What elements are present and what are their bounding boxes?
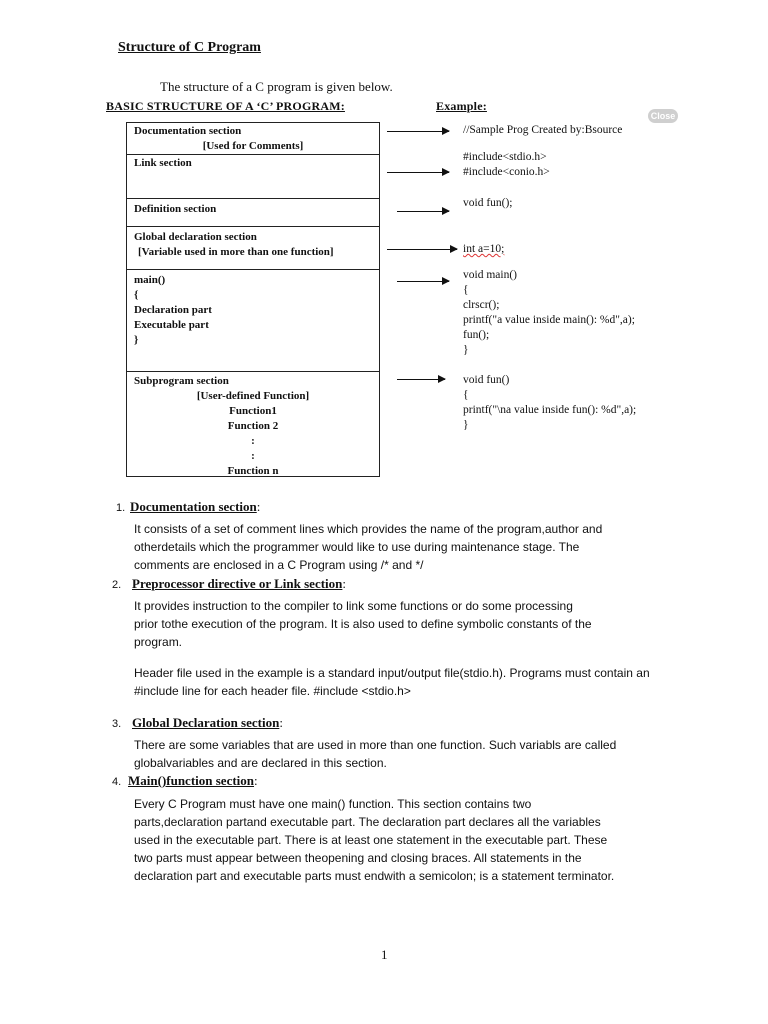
section-heading	[112, 715, 283, 731]
box-main	[126, 269, 380, 372]
paragraph-line: It consists of a set of comment lines which provides the name of the program,author and	[134, 522, 603, 536]
code-line: void fun();	[463, 197, 513, 209]
box-line: Global declaration section	[134, 231, 257, 243]
box-line: }	[134, 334, 139, 346]
paragraph-line: #include line for each header file. #include <stdio.h>	[134, 684, 411, 698]
box-line: [Variable used in more than one function]	[138, 246, 334, 258]
page-number: 1	[381, 947, 388, 962]
section-paragraph	[134, 597, 694, 651]
section-heading	[112, 576, 346, 592]
box-line: Function1	[229, 405, 277, 417]
box-line: [Used for Comments]	[202, 140, 304, 152]
box-subprogram	[126, 371, 380, 477]
box-line: Declaration part	[134, 304, 212, 316]
code-line: printf("a value inside main(): %d",a);	[463, 314, 635, 326]
section-title: Documentation section	[130, 499, 257, 514]
code-block	[463, 242, 504, 257]
section-heading	[116, 499, 260, 515]
box-definition	[126, 198, 380, 227]
box-line: [User-defined Function]	[196, 390, 310, 402]
section-suffix: :	[279, 715, 283, 730]
box-line: Function n	[227, 465, 279, 477]
box-line: Executable part	[134, 319, 209, 331]
section-number: 3.	[112, 718, 122, 730]
code-line: //Sample Prog Created by:Bsource	[463, 124, 623, 136]
paragraph-line: Every C Program must have one main() function. This section contains two	[134, 797, 532, 811]
box-line: Link section	[134, 157, 192, 169]
section-title: Global Declaration section	[132, 715, 280, 730]
intro-text: The structure of a C program is given below.	[160, 79, 393, 94]
box-line: Function 2	[227, 420, 279, 432]
paragraph-line: prior tothe execution of the program. It is also used to define symbolic constants of the	[134, 617, 592, 631]
box-line: Documentation section	[134, 125, 242, 137]
paragraph-line: Header file used in the example is a standard input/output file(stdio.h). Programs must contain an	[134, 666, 650, 680]
code-line: void main()	[463, 269, 517, 281]
code-line: int a=10;	[463, 243, 505, 255]
box-line: Definition section	[134, 203, 217, 215]
code-block	[463, 150, 550, 180]
box-line: {	[134, 289, 139, 301]
code-block	[463, 123, 622, 138]
code-line: printf("\na value inside fun(): %d",a);	[463, 404, 637, 416]
diagram-heading: BASIC STRUCTURE OF A ‘C’ PROGRAM:	[106, 99, 345, 113]
paragraph-line: It provides instruction to the compiler to link some functions or do some processing	[134, 599, 573, 613]
paragraph-line: There are some variables that are used in more than one function. Such variabls are called	[134, 738, 617, 752]
paragraph-line: parts,declaration partand executable part. The declaration part declares all the variables	[134, 815, 601, 829]
arrow-icon	[397, 379, 445, 380]
close-button[interactable]: Close	[648, 109, 678, 123]
section-paragraph	[134, 520, 694, 574]
section-paragraph	[134, 664, 694, 700]
paragraph-line: globalvariables and are declared in this section.	[134, 756, 387, 770]
code-block	[463, 373, 636, 433]
code-block	[463, 196, 513, 211]
code-line: fun();	[463, 329, 490, 341]
box-line: main()	[134, 274, 166, 286]
section-paragraph	[134, 736, 694, 772]
section-suffix: :	[256, 499, 261, 514]
code-line: {	[463, 284, 469, 296]
box-documentation	[126, 122, 380, 155]
example-heading: Example:	[436, 99, 487, 113]
paragraph-line: otherdetails which the programmer would like to use during maintenance stage. The	[134, 540, 580, 554]
section-title: Main()function section	[128, 773, 255, 788]
code-line: #include<conio.h>	[463, 166, 550, 178]
code-block	[463, 268, 635, 358]
box-line: :	[251, 450, 255, 462]
section-number: 2.	[112, 579, 122, 591]
code-line: void fun()	[463, 374, 510, 386]
paragraph-line: used in the executable part. There is at least one statement in the executable part. These	[134, 833, 608, 847]
paragraph-line: declaration part and executable parts must endwith a semicolon; is a statement terminator.	[134, 869, 615, 883]
code-line: clrscr();	[463, 299, 500, 311]
arrow-icon	[387, 131, 449, 132]
box-link	[126, 154, 380, 199]
box-global-declaration	[126, 226, 380, 270]
paragraph-line: program.	[134, 635, 183, 649]
section-heading	[112, 773, 258, 789]
arrow-icon	[397, 281, 449, 282]
box-line: :	[251, 435, 255, 447]
paragraph-line: comments are enclosed in a C Program using /* and */	[134, 558, 424, 572]
page-title: Structure of C Program	[118, 40, 261, 55]
section-suffix: :	[254, 773, 258, 788]
arrow-icon	[387, 172, 449, 173]
section-number: 1.	[116, 502, 126, 514]
code-line: #include<stdio.h>	[463, 151, 547, 163]
section-title: Preprocessor directive or Link section	[132, 576, 343, 591]
arrow-icon	[397, 211, 449, 212]
code-line: }	[463, 344, 469, 356]
paragraph-line: two parts must appear between theopening and closing braces. All statements in the	[134, 851, 582, 865]
box-line: Subprogram section	[134, 375, 229, 387]
code-line: {	[463, 389, 469, 401]
code-line: }	[463, 419, 469, 431]
section-number: 4.	[112, 776, 122, 788]
section-paragraph	[134, 795, 694, 885]
arrow-icon	[387, 249, 457, 250]
section-suffix: :	[342, 576, 347, 591]
